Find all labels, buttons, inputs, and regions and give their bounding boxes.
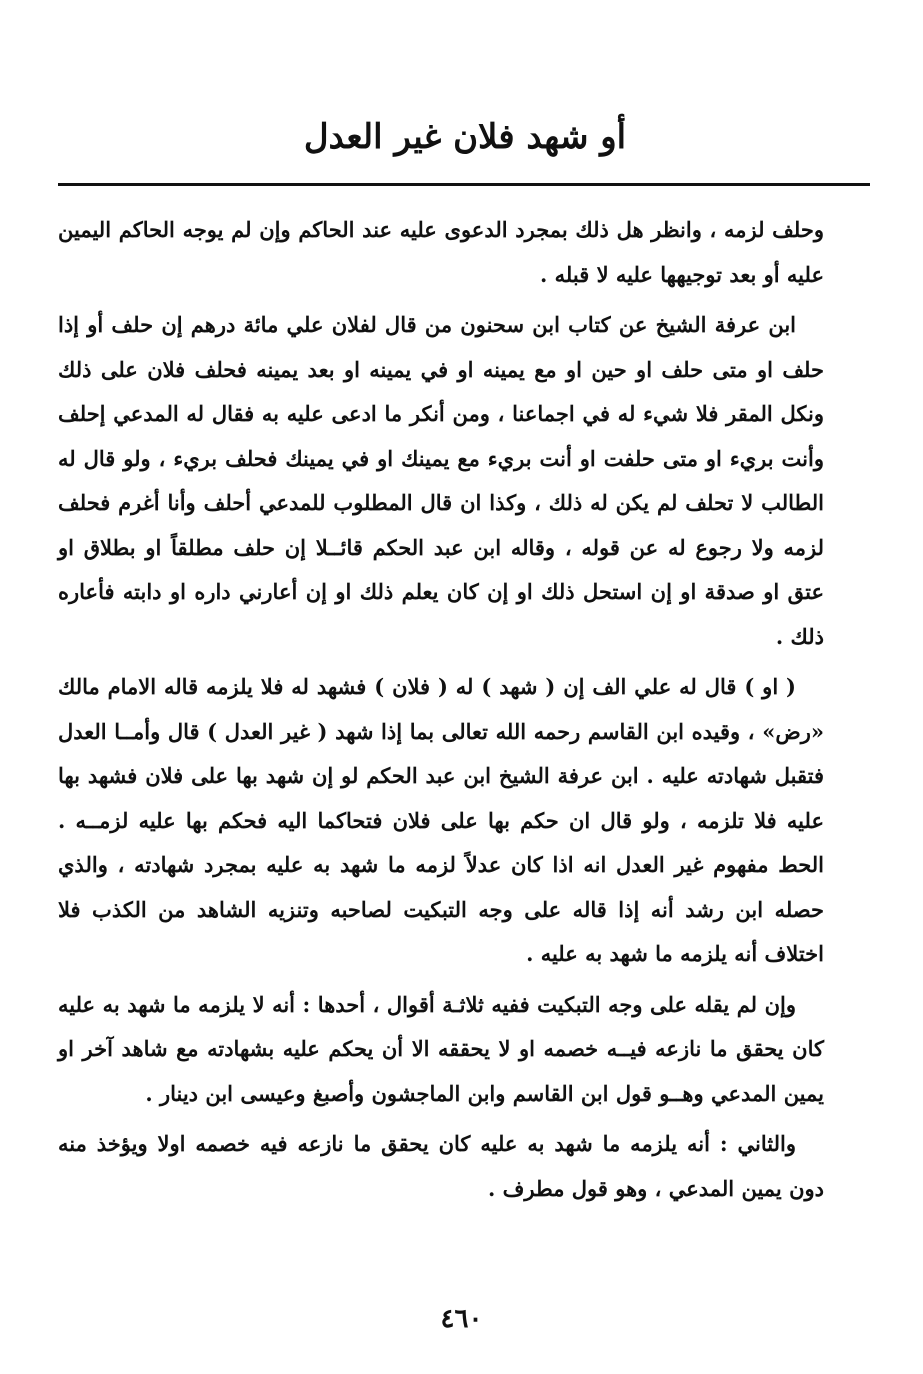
body-text — [58, 208, 824, 1211]
page-number: ٤٦٠ — [440, 1304, 483, 1334]
paragraph-2: ابن عرفة الشيخ عن كتاب ابن سحنون من قال لفلان علي مائة درهم إن حلف أو إذا حلف او متى حلف او حين او مع يمينه او في يمينه او بعد يمينه فحلف فلان على ذلك ونكل المقر فلا شيء له في اجماعنا ، ومن أنكر ما ادعى عليه به فقال له المدعي إحلف وأنت بريء او متى حلفت او أنت بريء مع يمينك او في يمينك فحلف بريء ، ولو قال له الطالب لا تحلف لم يكن له ذلك ، وكذا ان قال المطلوب للمدعي أحلف وأنا أغرم فحلف لزمه ولا رجوع له عن قوله ، وقاله ابن عبد الحكم قائــلا إن حلف مطلقاً او بطلاق او عتق او صدقة او إن استحل ذلك او إن كان يعلم ذلك او إن أعارني داره او دابته فأعاره ذلك . — [58, 312, 824, 649]
paragraph-1: وحلف لزمه ، وانظر هل ذلك بمجرد الدعوى عليه عند الحاكم وإن لم يوجه الحاكم اليمين عليه أو بعد توجيهها عليه لا قبله . — [58, 217, 824, 287]
paragraph-3: ( او ) قال له علي الف إن ( شهد ) له ( فلان ) فشهد له فلا يلزمه قاله الامام مالك «رض» ، وقيده ابن القاسم رحمه الله تعالى بما إذا شهد ( غير العدل ) قال وأمــا العدل فتقبل شهادته عليه . ابن عرفة الشيخ ابن عبد الحكم لو إن شهد بها على فلان فشهد بها عليه فلا تلزمه ، ولو قال ان حكم بها على فلان فتحاكما اليه فحكم بها عليه لزمــه . الحط مفهوم غير العدل انه اذا كان عدلاً لزمه ما شهد به عليه بمجرد شهادته ، والذي حصله ابن رشد أنه إذا قاله على وجه التبكيت لصاحبه وتنزيه الشاهد من الكذب فلا اختلاف أنه يلزمه ما شهد به عليه . — [58, 674, 824, 966]
paragraph-4: وإن لم يقله على وجه التبكيت ففيه ثلاثـة أقوال ، أحدها : أنه لا يلزمه ما شهد به عليه كان يحقق ما نازعه فيــه خصمه او لا يحققه الا أن يحكم عليه بشهادته مع شاهد آخر او يمين المدعي وهــو قول ابن القاسم وابن الماجشون وأصبغ وعيسى ابن دينار . — [58, 991, 824, 1106]
page-heading: أو شهد فلان غير العدل — [303, 117, 627, 157]
paragraph-5: والثاني : أنه يلزمه ما شهد به عليه كان يحقق ما نازعه فيه خصمه اولا ويؤخذ منه دون يمين المدعي ، وهو قول مطرف . — [58, 1131, 824, 1201]
heading-divider — [58, 183, 870, 186]
